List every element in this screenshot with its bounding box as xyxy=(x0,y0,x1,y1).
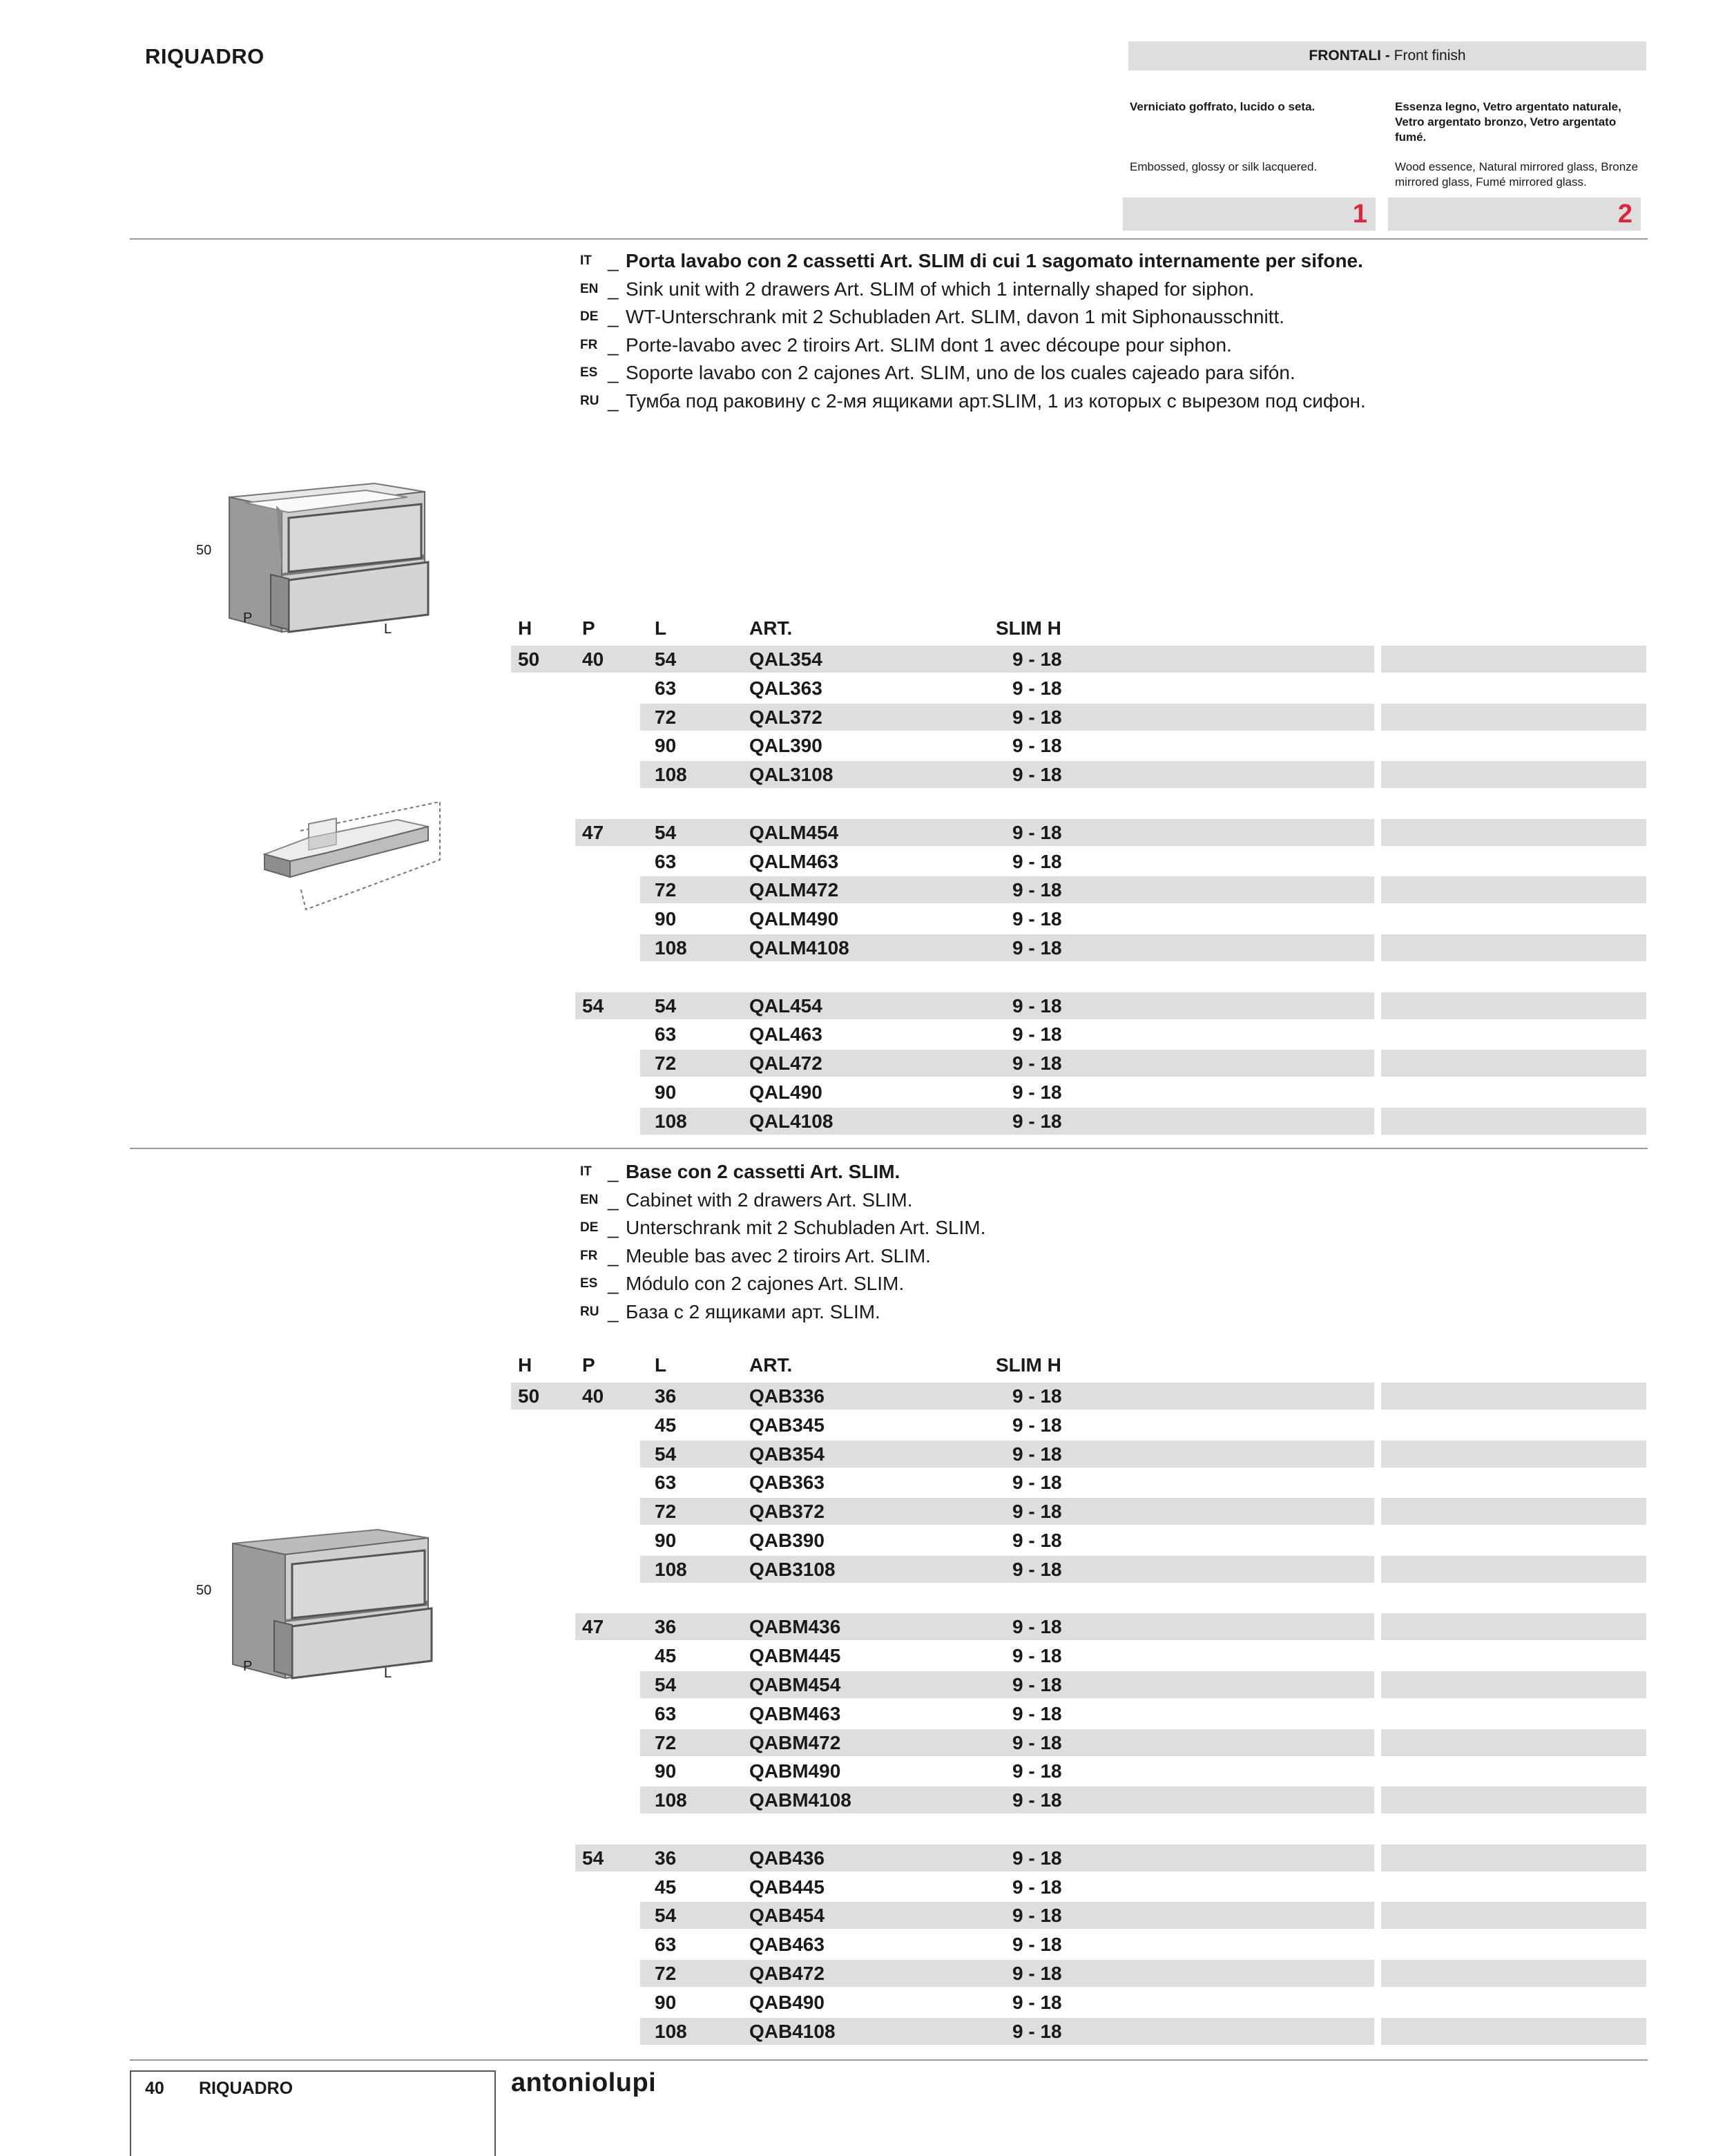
cell-art: QAB490 xyxy=(749,1991,825,2013)
cell-p: 47 xyxy=(582,1616,604,1638)
cell-art: QAB3108 xyxy=(749,1558,836,1580)
footer-collection: RIQUADRO xyxy=(199,2079,293,2098)
col-slim-header: SLIM H xyxy=(996,1354,1061,1376)
desc-text: Módulo con 2 cajones Art. SLIM. xyxy=(626,1273,905,1295)
cell-art: QABM454 xyxy=(749,1674,841,1695)
row-band xyxy=(511,646,1374,673)
section-1-descriptions xyxy=(580,247,1616,415)
lang-code: IT xyxy=(580,253,592,269)
cell-slim: 9 - 18 xyxy=(1012,1110,1062,1132)
cell-slim: 9 - 18 xyxy=(1012,1472,1062,1494)
desc-text: WT-Unterschrank mit 2 Schubladen Art. SLIM, davon 1 mit Siphonausschnitt. xyxy=(626,306,1284,328)
cell-l: 63 xyxy=(655,1702,677,1724)
cell-l: 36 xyxy=(655,1847,677,1869)
cell-slim: 9 - 18 xyxy=(1012,2020,1062,2042)
desc-row: DE _ WT-Unterschrank mit 2 Schubladen Art. SLIM, davon 1 mit Siphonausschnitt. xyxy=(580,306,1284,328)
desc-row: IT _ Porta lavabo con 2 cassetti Art. SLIM di cui 1 sagomato internamente per sifone. xyxy=(580,250,1363,272)
cell-slim: 9 - 18 xyxy=(1012,1731,1062,1753)
col-l-header: L xyxy=(655,1354,667,1376)
cell-art: QAB372 xyxy=(749,1501,825,1523)
desc-text: База с 2 ящиками арт. SLIM. xyxy=(626,1300,880,1322)
row-band xyxy=(575,1845,1374,1871)
col-h-header: H xyxy=(518,1354,532,1376)
cell-l: 108 xyxy=(655,2020,687,2042)
cell-l: 36 xyxy=(655,1616,677,1638)
height-dim-label: 50 xyxy=(196,1583,212,1598)
cell-l: 63 xyxy=(655,1472,677,1494)
cell-l: 54 xyxy=(655,821,677,843)
cell-l: 90 xyxy=(655,1530,677,1551)
desc-row: ES _ Soporte lavabo con 2 cajones Art. SLIM, uno de los cuales cajeado para sifón. xyxy=(580,362,1295,384)
desc-row: ES _ Módulo con 2 cajones Art. SLIM. xyxy=(580,1273,905,1295)
lang-code: EN xyxy=(580,281,599,296)
row-band-finish xyxy=(1381,876,1646,903)
front-finish-title-rest: Front finish xyxy=(1389,48,1466,64)
desc-row: RU _ Тумба под раковину с 2-мя ящиками арт.SLIM, 1 из которых с вырезом под сифон. xyxy=(580,389,1366,412)
row-band-finish xyxy=(1381,1729,1646,1756)
cell-slim: 9 - 18 xyxy=(1012,1385,1062,1407)
desc-row: FR _ Porte-lavabo avec 2 tiroirs Art. SLIM dont 1 avec découpe pour siphon. xyxy=(580,334,1232,356)
cell-slim: 9 - 18 xyxy=(1012,1905,1062,1927)
cell-l: 72 xyxy=(655,879,677,901)
desc-text: Porta lavabo con 2 cassetti Art. SLIM di cui 1 sagomato internamente per sifone. xyxy=(626,250,1363,272)
cell-l: 36 xyxy=(655,1385,677,1407)
cell-p: 54 xyxy=(582,1847,604,1869)
height-dim-label: 50 xyxy=(196,543,212,558)
row-band-finish xyxy=(1381,1441,1646,1467)
cell-l: 54 xyxy=(655,1443,677,1465)
cell-l: 54 xyxy=(655,994,677,1017)
lang-code: RU xyxy=(580,393,599,408)
finish-2-number: 2 xyxy=(1388,198,1641,231)
cell-l: 108 xyxy=(655,764,687,786)
desc-text: Sink unit with 2 drawers Art. SLIM of which 1 internally shaped for siphon. xyxy=(626,278,1255,300)
row-band-finish xyxy=(1381,1845,1646,1871)
cell-l: 108 xyxy=(655,1110,687,1132)
cell-art: QAB363 xyxy=(749,1472,825,1494)
cell-art: QALM463 xyxy=(749,850,839,872)
cell-l: 108 xyxy=(655,1558,687,1580)
cell-slim: 9 - 18 xyxy=(1012,850,1062,872)
cell-slim: 9 - 18 xyxy=(1012,735,1062,757)
cell-l: 72 xyxy=(655,706,677,728)
row-band xyxy=(511,1383,1374,1409)
cell-slim: 9 - 18 xyxy=(1012,1616,1062,1638)
cell-art: QAB4108 xyxy=(749,2020,836,2042)
col-l-header: L xyxy=(655,617,667,639)
row-band-finish xyxy=(1381,1787,1646,1813)
cell-art: QABM463 xyxy=(749,1702,841,1724)
sink-unit-drawing xyxy=(221,477,435,642)
cell-art: QAL454 xyxy=(749,994,822,1017)
cell-art: QAL472 xyxy=(749,1052,822,1075)
cell-slim: 9 - 18 xyxy=(1012,1501,1062,1523)
finish-1-en: Embossed, glossy or silk lacquered. xyxy=(1130,160,1318,173)
desc-row: RU _ База с 2 ящиками арт. SLIM. xyxy=(580,1300,880,1322)
cell-h: 50 xyxy=(518,648,540,670)
cell-art: QAL372 xyxy=(749,706,822,728)
cell-p: 47 xyxy=(582,821,604,843)
cell-art: QAB445 xyxy=(749,1876,825,1898)
footer-box xyxy=(130,2070,496,2156)
row-band-finish xyxy=(1381,819,1646,846)
cell-art: QAB336 xyxy=(749,1385,825,1407)
finish-2-en: Wood essence, Natural mirrored glass, Bronze mirrored glass, Fumé mirrored glass. xyxy=(1395,160,1639,189)
cell-slim: 9 - 18 xyxy=(1012,1081,1062,1103)
cell-art: QAB454 xyxy=(749,1905,825,1927)
depth-dim-label: P xyxy=(243,1659,253,1674)
row-band-finish xyxy=(1381,992,1646,1019)
length-dim-label: L xyxy=(384,1666,392,1681)
cell-slim: 9 - 18 xyxy=(1012,1023,1062,1046)
cell-art: QAB390 xyxy=(749,1530,825,1551)
cell-l: 63 xyxy=(655,1934,677,1956)
cell-h: 50 xyxy=(518,1385,540,1407)
cell-art: QALM490 xyxy=(749,908,839,930)
row-band-finish xyxy=(1381,1902,1646,1929)
cell-art: QABM436 xyxy=(749,1616,841,1638)
cell-slim: 9 - 18 xyxy=(1012,1760,1062,1782)
cell-art: QAL390 xyxy=(749,735,822,757)
row-band-finish xyxy=(1381,1108,1646,1135)
cell-slim: 9 - 18 xyxy=(1012,706,1062,728)
row-band-finish xyxy=(1381,1556,1646,1583)
cell-art: QAB472 xyxy=(749,1963,825,1984)
col-h-header: H xyxy=(518,617,532,639)
cell-slim: 9 - 18 xyxy=(1012,937,1062,959)
cell-slim: 9 - 18 xyxy=(1012,1934,1062,1956)
cell-art: QALM4108 xyxy=(749,937,849,959)
cell-l: 72 xyxy=(655,1052,677,1075)
row-band-finish xyxy=(1381,1960,1646,1987)
cell-l: 45 xyxy=(655,1876,677,1898)
brand-logo: antoniolupi xyxy=(511,2068,657,2097)
row-band-finish xyxy=(1381,761,1646,788)
cell-l: 63 xyxy=(655,850,677,872)
cell-slim: 9 - 18 xyxy=(1012,648,1062,670)
desc-text: Unterschrank mit 2 Schubladen Art. SLIM. xyxy=(626,1217,986,1239)
col-p-header: P xyxy=(582,617,595,639)
cell-l: 54 xyxy=(655,1905,677,1927)
cell-l: 108 xyxy=(655,1789,687,1811)
desc-row: IT _ Base con 2 cassetti Art. SLIM. xyxy=(580,1161,900,1183)
row-band-finish xyxy=(1381,2018,1646,2045)
cell-l: 54 xyxy=(655,1674,677,1695)
base-cabinet-drawing xyxy=(224,1523,439,1688)
cell-art: QAL354 xyxy=(749,648,822,670)
cell-slim: 9 - 18 xyxy=(1012,1876,1062,1898)
cell-p: 54 xyxy=(582,994,604,1017)
lang-code: FR xyxy=(580,1248,598,1263)
cell-slim: 9 - 18 xyxy=(1012,677,1062,699)
desc-row: EN _ Cabinet with 2 drawers Art. SLIM. xyxy=(580,1188,913,1211)
cell-slim: 9 - 18 xyxy=(1012,1789,1062,1811)
cell-slim: 9 - 18 xyxy=(1012,1645,1062,1667)
cell-slim: 9 - 18 xyxy=(1012,1991,1062,2013)
cell-l: 45 xyxy=(655,1414,677,1436)
lang-code: ES xyxy=(580,1276,598,1291)
cell-art: QAL3108 xyxy=(749,764,833,786)
desc-text: Porte-lavabo avec 2 tiroirs Art. SLIM dont 1 avec découpe pour siphon. xyxy=(626,334,1232,356)
row-band xyxy=(575,819,1374,846)
desc-text: Meuble bas avec 2 tiroirs Art. SLIM. xyxy=(626,1244,931,1267)
cell-p: 40 xyxy=(582,648,604,670)
section-divider xyxy=(130,238,1648,240)
cell-art: QAB463 xyxy=(749,1934,825,1956)
cell-slim: 9 - 18 xyxy=(1012,1558,1062,1580)
col-p-header: P xyxy=(582,1354,595,1376)
cell-l: 90 xyxy=(655,1991,677,2013)
page-number: 40 xyxy=(145,2079,164,2098)
row-band-finish xyxy=(1381,1613,1646,1640)
finish-1-number: 1 xyxy=(1123,198,1376,231)
cell-art: QALM454 xyxy=(749,821,839,843)
row-band xyxy=(575,1613,1374,1640)
cell-slim: 9 - 18 xyxy=(1012,1847,1062,1869)
cell-l: 45 xyxy=(655,1645,677,1667)
cell-slim: 9 - 18 xyxy=(1012,1414,1062,1436)
cell-slim: 9 - 18 xyxy=(1012,821,1062,843)
desc-row: FR _ Meuble bas avec 2 tiroirs Art. SLIM. xyxy=(580,1244,931,1267)
cell-slim: 9 - 18 xyxy=(1012,1963,1062,1984)
cell-art: QALM472 xyxy=(749,879,839,901)
cell-l: 72 xyxy=(655,1963,677,1984)
lang-code: RU xyxy=(580,1304,599,1319)
lang-code: EN xyxy=(580,1192,599,1207)
cell-art: QABM4108 xyxy=(749,1789,851,1811)
col-slim-header: SLIM H xyxy=(996,617,1061,639)
col-art-header: ART. xyxy=(749,617,793,639)
desc-row: EN _ Sink unit with 2 drawers Art. SLIM of which 1 internally shaped for siphon. xyxy=(580,278,1255,300)
cell-slim: 9 - 18 xyxy=(1012,1702,1062,1724)
cell-slim: 9 - 18 xyxy=(1012,764,1062,786)
cell-slim: 9 - 18 xyxy=(1012,1443,1062,1465)
section-2-descriptions xyxy=(580,1158,1616,1326)
desc-text: Base con 2 cassetti Art. SLIM. xyxy=(626,1161,900,1183)
row-band-finish xyxy=(1381,1050,1646,1077)
cell-slim: 9 - 18 xyxy=(1012,1052,1062,1075)
desc-text: Soporte lavabo con 2 cajones Art. SLIM, uno de los cuales cajeado para sifón. xyxy=(626,362,1295,384)
lang-code: FR xyxy=(580,337,598,352)
lang-code: DE xyxy=(580,309,599,325)
desc-text: Cabinet with 2 drawers Art. SLIM. xyxy=(626,1188,913,1211)
lang-code: ES xyxy=(580,365,598,381)
cell-slim: 9 - 18 xyxy=(1012,1674,1062,1695)
cell-l: 90 xyxy=(655,735,677,757)
lang-code: DE xyxy=(580,1220,599,1235)
cell-art: QAL490 xyxy=(749,1081,822,1103)
cell-l: 72 xyxy=(655,1501,677,1523)
cell-art: QABM472 xyxy=(749,1731,841,1753)
cell-slim: 9 - 18 xyxy=(1012,994,1062,1017)
desc-row: DE _ Unterschrank mit 2 Schubladen Art. SLIM. xyxy=(580,1217,986,1239)
row-band-finish xyxy=(1381,1671,1646,1698)
cell-art: QAL363 xyxy=(749,677,822,699)
row-band-finish xyxy=(1381,1498,1646,1525)
siphon-drawer-drawing xyxy=(259,798,445,915)
cell-art: QAL463 xyxy=(749,1023,822,1046)
front-finish-title-bold: FRONTALI - xyxy=(1309,48,1390,64)
cell-slim: 9 - 18 xyxy=(1012,879,1062,901)
row-band-finish xyxy=(1381,934,1646,961)
row-band-finish xyxy=(1381,704,1646,731)
cell-art: QABM445 xyxy=(749,1645,841,1667)
cell-art: QABM490 xyxy=(749,1760,841,1782)
cell-l: 90 xyxy=(655,1760,677,1782)
lang-code: IT xyxy=(580,1164,592,1180)
footer-divider xyxy=(130,2059,1648,2061)
cell-slim: 9 - 18 xyxy=(1012,908,1062,930)
depth-dim-label: P xyxy=(243,610,253,626)
finish-2-it: Essenza legno, Vetro argentato naturale, Vetro argentato bronzo, Vetro argentato fumé. xyxy=(1395,100,1621,144)
cell-art: QAB436 xyxy=(749,1847,825,1869)
cell-art: QAB354 xyxy=(749,1443,825,1465)
col-art-header: ART. xyxy=(749,1354,793,1376)
cell-l: 72 xyxy=(655,1731,677,1753)
cell-l: 90 xyxy=(655,1081,677,1103)
collection-title: RIQUADRO xyxy=(145,44,264,68)
cell-l: 54 xyxy=(655,648,677,670)
row-band xyxy=(575,992,1374,1019)
cell-slim: 9 - 18 xyxy=(1012,1530,1062,1551)
cell-art: QAB345 xyxy=(749,1414,825,1436)
front-finish-header xyxy=(1128,41,1646,70)
length-dim-label: L xyxy=(384,622,392,637)
cell-art: QAL4108 xyxy=(749,1110,833,1132)
desc-text: Тумба под раковину с 2-мя ящиками арт.SLIM, 1 из которых с вырезом под сифон. xyxy=(626,389,1366,412)
cell-l: 108 xyxy=(655,937,687,959)
cell-l: 90 xyxy=(655,908,677,930)
section-divider xyxy=(130,1148,1648,1149)
row-band-finish xyxy=(1381,646,1646,673)
cell-p: 40 xyxy=(582,1385,604,1407)
cell-l: 63 xyxy=(655,1023,677,1046)
cell-l: 63 xyxy=(655,677,677,699)
row-band-finish xyxy=(1381,1383,1646,1409)
finish-1-it: Verniciato goffrato, lucido o seta. xyxy=(1130,100,1316,113)
